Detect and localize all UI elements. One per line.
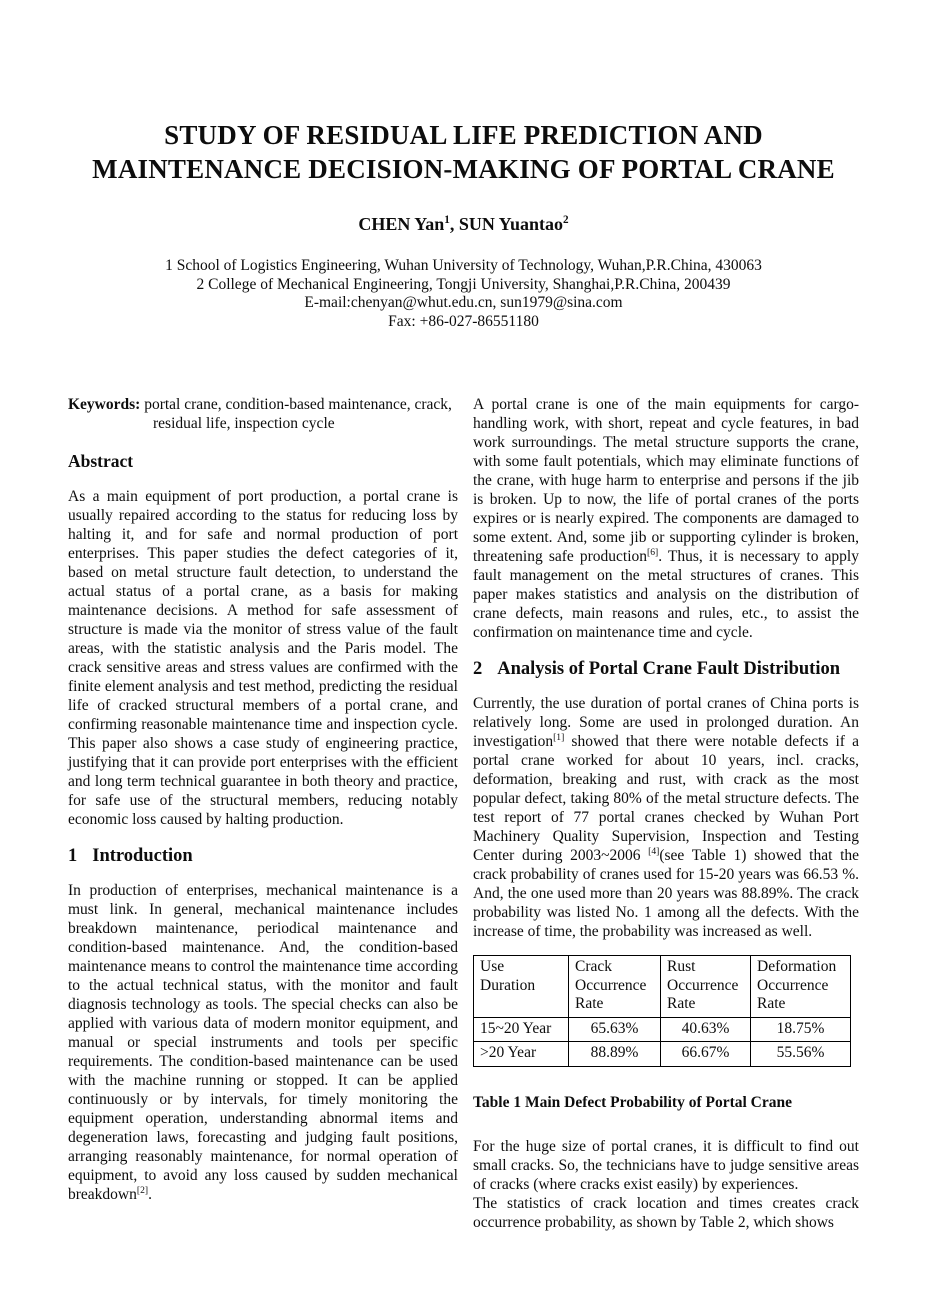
page-title-line2: MAINTENANCE DECISION-MAKING OF PORTAL CRANE [92, 154, 835, 184]
table-header-row [474, 956, 851, 1018]
keywords-text: portal crane, condition-based maintenance, crack, residual life, inspection cycle [140, 396, 452, 432]
header-rust-rate: Rust Occurrence Rate [661, 956, 751, 1018]
header-crack-rate: Crack Occurrence Rate [569, 956, 661, 1018]
abstract-heading: Abstract [68, 451, 134, 471]
cell-duration: >20 Year [474, 1042, 569, 1067]
section-1-title: Introduction [92, 846, 193, 866]
keywords-label: Keywords: [68, 396, 141, 413]
cell-deformation: 55.56% [751, 1042, 851, 1067]
page-title [68, 118, 859, 186]
two-column-body [68, 395, 859, 1232]
authors-line: CHEN Yan$^1$, SUN Yuantao$^2$ [358, 214, 569, 234]
crack-statistics-paragraph: The statistics of crack location and times creates crack occurrence probability, as shown by Table 2, which shows [473, 1194, 859, 1231]
cell-duration: 15~20 Year [474, 1017, 569, 1042]
keywords-line [68, 395, 458, 433]
section-1-number: 1 [68, 846, 78, 866]
section-2-number: 2 [473, 659, 483, 679]
header-use-duration: Use Duration [474, 956, 569, 1018]
affiliation-line-1: 1 School of Logistics Engineering, Wuhan University of Technology, Wuhan,P.R.China, 430063 [165, 257, 762, 274]
abstract-paragraph: As a main equipment of port production, a portal crane is usually repaired according to the status for reducing loss by halting it, and for safe and normal production of port enterprises. This paper studies the defect categories of it, based on metal structure fault detection, to understand the actual status of a portal crane, as a basis for making maintenance decisions. A method for safe assessment of structure is made via the monitor of stress value of the fault areas, with the statistic analysis and the Paris model. The crack sensitive areas and stress values are confirmed with the finite element analysis and test method, predicting the residual life of cracked structural members of a portal crane, and confirming reasonable maintenance time and inspection cycle. This paper also shows a case study of engineering practice, justifying that it can provide port enterprises with the efficient and long term technical guarantee in both theory and practice, for safe use of the structural members, reducing notably economic loss caused by halting production. [68, 488, 458, 828]
cell-crack: 65.63% [569, 1017, 661, 1042]
page-title-line1: STUDY OF RESIDUAL LIFE PREDICTION AND [164, 120, 763, 150]
fax-line: Fax: +86-027-86551180 [388, 312, 539, 330]
introduction-paragraph: In production of enterprises, mechanical maintenance is a must link. In general, mechanical maintenance includes breakdown maintenance, periodical maintenance and condition-based maintenance. And, the condition-based maintenance means to control the maintenance time according to the actual technical status, with the monitor and fault diagnosis technology as tools. The special checks can also be applied with various data of modern monitor equipment, and manual or special instruments and tools per specific requirements. The condition-based maintenance can be used with the machine running or stopped. It can be applied continuously or by intervals, for timely monitoring the equipment operation, understanding abnormal items and degeneration laws, forecasting and judging fault positions, arranging reasonably maintenance, for normal operation of equipment, to avoid any loss caused by sudden mechanical breakdown[2]. [68, 882, 458, 1203]
section-2-heading [473, 659, 859, 680]
cell-deformation: 18.75% [751, 1017, 851, 1042]
section-1-heading [68, 846, 458, 867]
left-column [68, 395, 458, 1204]
defect-probability-table [473, 955, 851, 1067]
cell-crack: 88.89% [569, 1042, 661, 1067]
header-deformation-rate: Deformation Occurrence Rate [751, 956, 851, 1018]
right-column [473, 395, 859, 1232]
cell-rust: 40.63% [661, 1017, 751, 1042]
portal-crane-intro-paragraph: A portal crane is one of the main equipments for cargo-handling work, with short, repeat and cycle features, in bad work surroundings. The metal structure supports the crane, with some fault potentials, which may eliminate functions of the crane, with huge harm to enterprise and persons if the jib is broken. Up to now, the life of portal cranes of the ports expires or is nearly expired. The components are damaged to some extent. And, some jib or supporting cylinder is broken, threatening safe production[6]. Thus, it is necessary to apply fault management on the metal structures of cranes. This paper makes statistics and analysis on the distribution of crane defects, main reasons and rules, etc., to assist the confirmation on maintenance time and cycle. [473, 396, 859, 641]
fault-distribution-paragraph: Currently, the use duration of portal cranes of China ports is relatively long. Some are used in prolonged duration. An investigation[1] showed that there were notable defects if a portal crane worked for about 10 years, incl. cracks, deformation, breaking and rust, with crack as the most popular defect, taking 80% of the metal structure defects. The test report of 77 portal cranes checked by Wuhan Port Machinery Quality Supervision, Inspection and Testing Center during 2003~2006 [4](see Table 1) showed that the crack probability of cranes used for 15-20 years was 66.53 %. And, the one used more than 20 years was 88.89%. The crack probability was listed No. 1 among all the defects. With the increase of time, the probability was increased as well. [473, 695, 859, 940]
table-row [474, 1042, 851, 1067]
affiliations-block [68, 257, 859, 331]
cell-rust: 66.67% [661, 1042, 751, 1067]
affiliation-line-2: 2 College of Mechanical Engineering, Tongji University, Shanghai,P.R.China, 200439 [196, 275, 731, 293]
section-2-title: Analysis of Portal Crane Fault Distribution [497, 659, 841, 679]
email-line: E-mail:chenyan@whut.edu.cn, sun1979@sina.com [304, 294, 623, 311]
table-1-caption: Table 1 Main Defect Probability of Portal Crane [473, 1093, 792, 1111]
sensitive-areas-paragraph: For the huge size of portal cranes, it is difficult to find out small cracks. So, the technicians have to judge sensitive areas of cracks (where cracks exist easily) by experiences. [473, 1137, 859, 1193]
table-row [474, 1017, 851, 1042]
